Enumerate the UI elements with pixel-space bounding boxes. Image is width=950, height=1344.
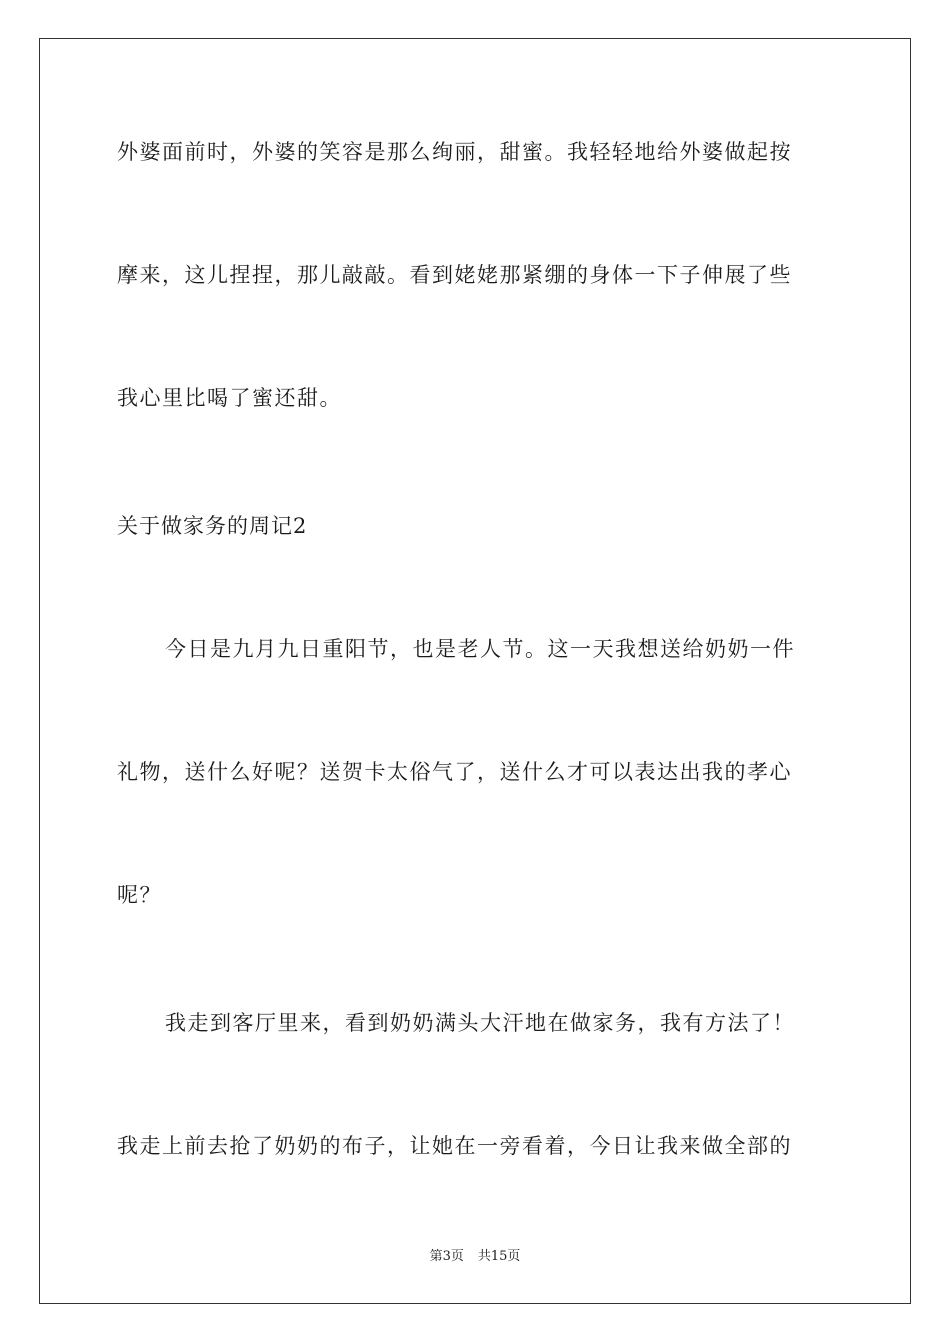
page-footer [0, 1248, 950, 1266]
section-heading: 关于做家务的周记2 [117, 514, 308, 538]
paragraph-line: 我走上前去抢了奶奶的布子，让她在一旁看着，今日让我来做全部的 [117, 1134, 792, 1158]
total-pages: 共15页 [477, 1249, 521, 1264]
paragraph-line: 我走到客厅里来，看到奶奶满头大汗地在做家务，我有方法了！ [165, 1011, 795, 1035]
paragraph-line: 外婆面前时，外婆的笑容是那么绚丽，甜蜜。我轻轻地给外婆做起按 [117, 140, 792, 164]
page-border [39, 38, 911, 1304]
paragraph-line: 今日是九月九日重阳节，也是老人节。这一天我想送给奶奶一件 [165, 637, 795, 661]
paragraph-line: 呢？ [117, 883, 162, 907]
paragraph-line: 礼物，送什么好呢？送贺卡太俗气了，送什么才可以表达出我的孝心 [117, 760, 792, 784]
paragraph-line: 我心里比喝了蜜还甜。 [117, 386, 342, 410]
page-number: 第3页 [429, 1249, 464, 1264]
paragraph-line: 摩来，这儿捏捏，那儿敲敲。看到姥姥那紧绷的身体一下子伸展了些 [117, 263, 792, 287]
